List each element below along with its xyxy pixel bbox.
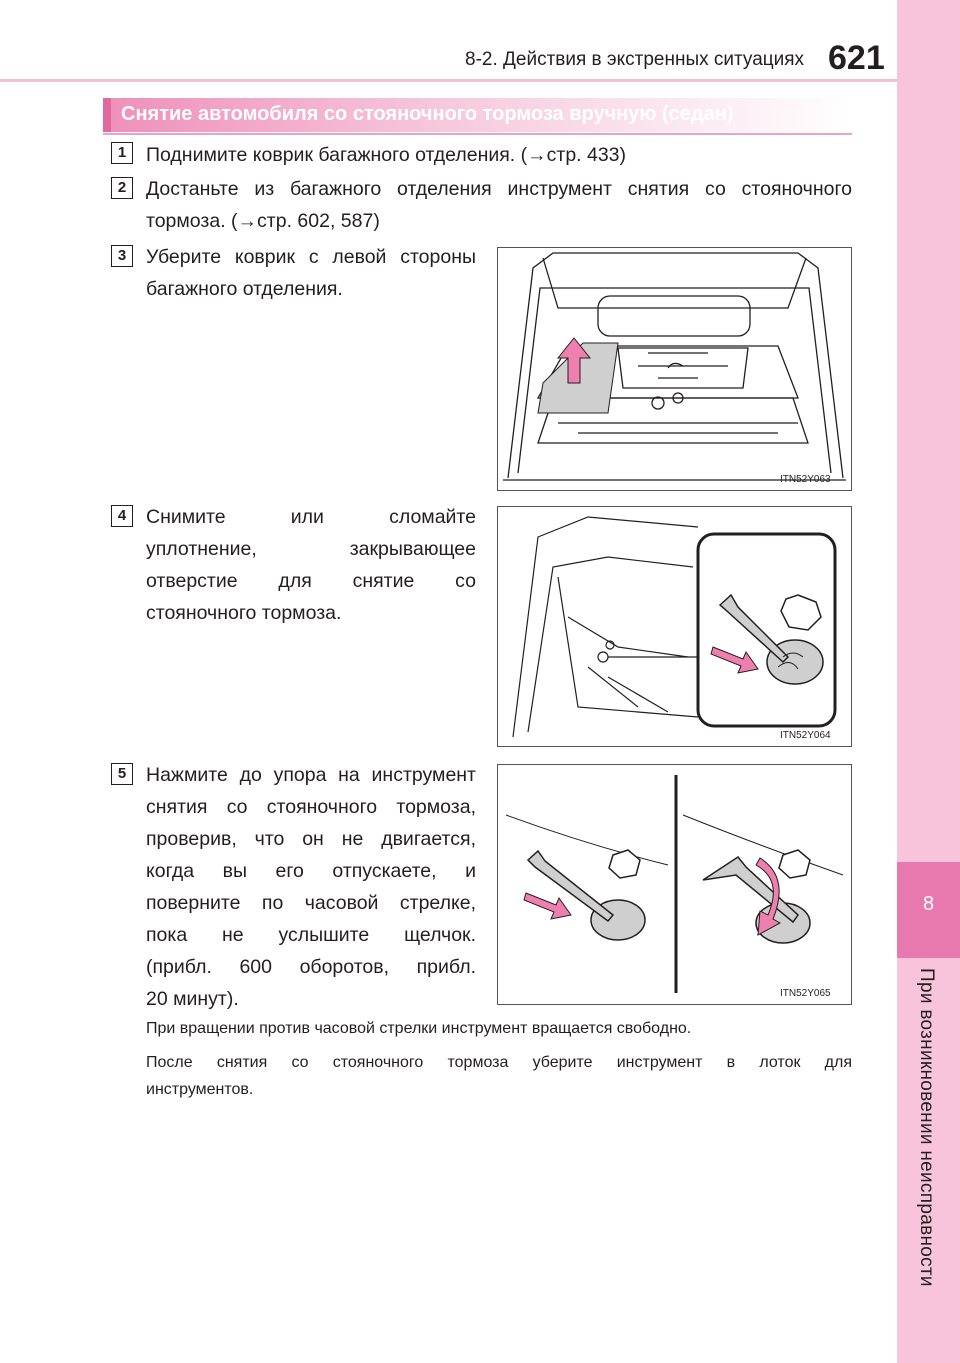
step-5-line: 20 минут). (146, 988, 239, 1010)
step-5-text (146, 759, 476, 1015)
step-1-line: Поднимите коврик багажного отделения. (→стр. 433) (146, 144, 627, 166)
figure-code: ITN52Y064 (780, 730, 831, 741)
figure-code: ITN52Y065 (780, 988, 831, 999)
note-line: После снятия со стояночного тормоза уберите инструмент в лоток для (146, 1054, 852, 1071)
step-5-line: проверив, что он не двигается, (146, 828, 476, 850)
step-2-text (146, 173, 852, 237)
step-5-line: пока не услышите щелчок. (146, 924, 476, 946)
section-title-bar (103, 98, 852, 132)
seal-illustration (498, 507, 851, 746)
chapter-number: 8 (922, 893, 935, 915)
step-5-line: Нажмите до упора на инструмент (146, 764, 476, 786)
step-2-line: тормоза. (→стр. 602, 587) (146, 210, 380, 232)
step-4-line: Снимите или сломайте (146, 506, 476, 528)
step-1-badge: 1 (111, 142, 133, 164)
step-4-line: стояночного тормоза. (146, 602, 342, 624)
chapter-title: При возникновении неисправности (916, 968, 937, 1287)
figure-trunk-mat (497, 247, 852, 491)
page-number: 621 (828, 39, 885, 77)
step-3-badge: 3 (111, 245, 133, 267)
note-line: инструментов. (146, 1081, 254, 1098)
step-1-text (146, 139, 852, 171)
section-title: Снятие автомобиля со стояночного тормоза вручную (седан) (121, 103, 734, 125)
step-3-line: багажного отделения. (146, 278, 343, 300)
step-3-text (146, 241, 476, 305)
step-4-badge: 4 (111, 505, 133, 527)
figure-seal-removal (497, 506, 852, 747)
step-2-line: Достаньте из багажного отделения инструмент снятия со стояночного (146, 178, 852, 200)
step-5-line: когда вы его отпускаете, и (146, 860, 476, 882)
note-store-tool (146, 1049, 852, 1103)
step-4-line: уплотнение, закрывающее (146, 538, 476, 560)
step-4-line: отверстие для снятие со (146, 570, 476, 592)
step-5-line: поверните по часовой стрелке, (146, 892, 476, 914)
step-3-line: Уберите коврик с левой стороны (146, 246, 476, 268)
step-5-badge: 5 (111, 763, 133, 785)
step-5-line: (прибл. 600 оборотов, прибл. (146, 956, 476, 978)
step-2-badge: 2 (111, 177, 133, 199)
figure-tool-rotation (497, 764, 852, 1005)
figure-code: ITN52Y063 (780, 474, 831, 485)
step-5-line: снятия со стояночного тормоза, (146, 796, 476, 818)
trunk-illustration (498, 248, 851, 490)
tool-illustration (498, 765, 851, 1004)
header-section-title: 8-2. Действия в экстренных ситуациях (465, 49, 805, 70)
note-ccw-rotation: При вращении против часовой стрелки инструмент вращается свободно. (146, 1020, 692, 1037)
header-divider (0, 79, 897, 82)
step-4-text (146, 501, 476, 629)
